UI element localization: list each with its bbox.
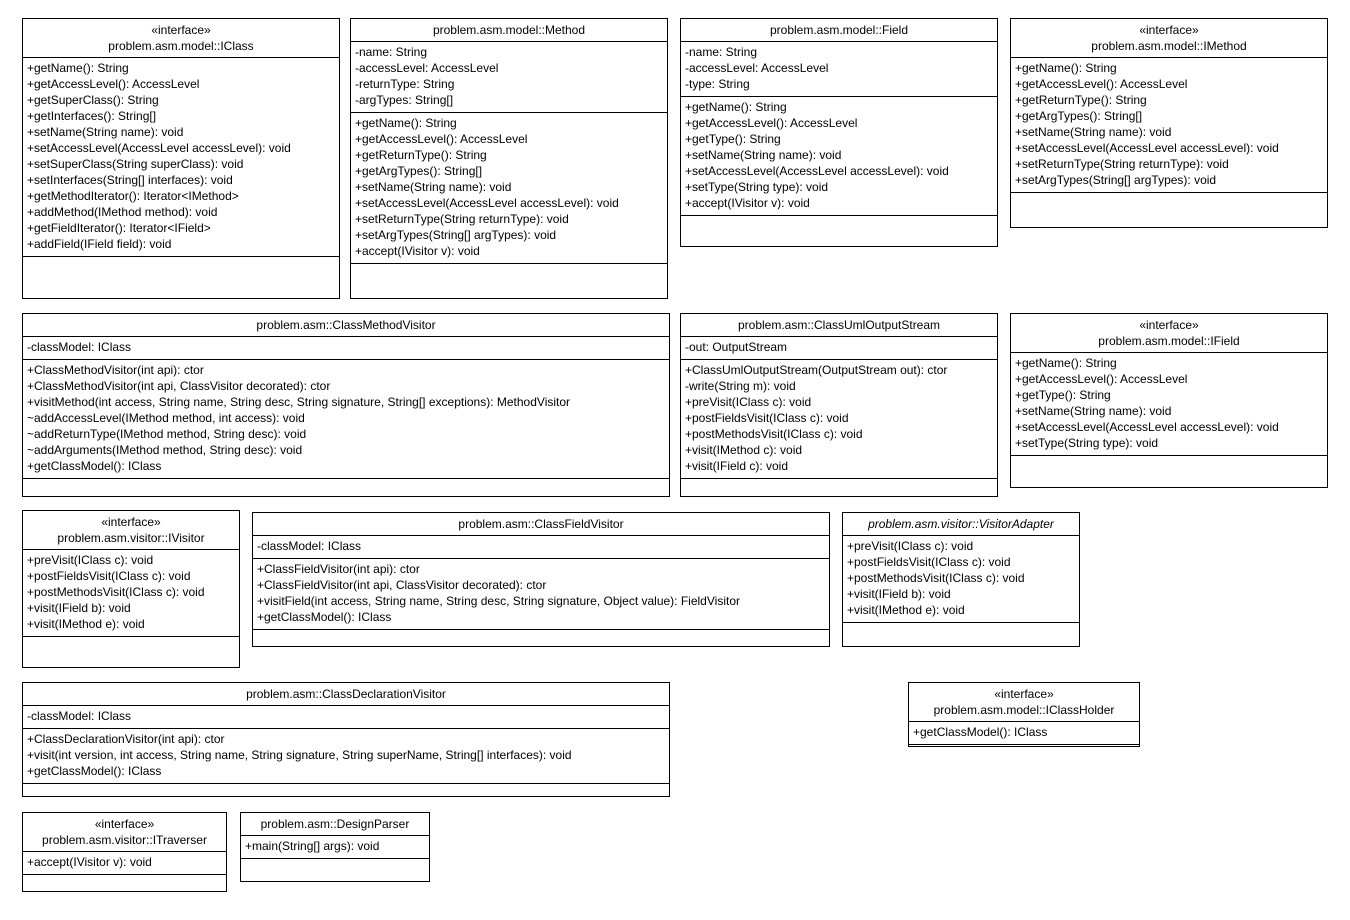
class-title-compartment [23,813,226,851]
methods-compartment [23,549,239,636]
attributes-compartment [681,336,997,359]
method-entry: +getFieldIterator(): Iterator<IField> [27,221,211,235]
method-entry: +setArgTypes(String[] argTypes): void [1015,173,1217,187]
empty-compartment [1011,192,1327,227]
method-entry: +setArgTypes(String[] argTypes): void [355,228,557,242]
class-title-compartment [241,813,429,835]
empty-compartment [681,215,997,246]
method-entry: +ClassMethodVisitor(int api): ctor [27,363,204,377]
attribute-entry: -name: String [685,45,758,59]
method-entry: +getMethodIterator(): Iterator<IMethod> [27,189,239,203]
attributes-compartment [23,705,669,728]
method-entry: +ClassFieldVisitor(int api, ClassVisitor decorated): ctor [257,578,547,592]
uml-class-classdeclarationvisitor [22,682,670,797]
class-name: problem.asm.model::Method [432,23,586,37]
methods-compartment [253,558,829,629]
method-entry: +setInterfaces(String[] interfaces): void [27,173,233,187]
uml-class-iclass [22,18,340,299]
method-entry: +preVisit(IClass c): void [27,553,154,567]
attribute-entry: -name: String [355,45,428,59]
method-entry: +addMethod(IMethod method): void [27,205,218,219]
class-title-compartment [681,314,997,336]
methods-compartment [23,359,669,478]
attributes-compartment [681,41,997,96]
empty-compartment [23,874,226,891]
empty-compartment [681,478,997,496]
method-entry: +setAccessLevel(AccessLevel accessLevel): void [1015,420,1279,434]
empty-compartment [23,478,669,496]
attribute-entry: -classModel: IClass [27,340,132,354]
class-name: problem.asm.model::Field [769,23,909,37]
empty-compartment [843,622,1079,646]
empty-compartment [23,783,669,796]
empty-compartment [253,629,829,646]
method-entry: ~addAccessLevel(IMethod method, int access): void [27,411,305,425]
empty-compartment [351,263,667,298]
methods-compartment [23,57,339,256]
uml-class-ivisitor [22,510,240,668]
class-title-compartment [253,513,829,535]
method-entry: +getSuperClass(): String [27,93,159,107]
method-entry: +visitField(int access, String name, String desc, String signature, Object value): FieldVisitor [257,594,740,608]
class-name: problem.asm.model::IField [1098,334,1240,348]
empty-compartment [241,858,429,881]
stereotype-label: «interface» [101,515,161,529]
method-entry: +setName(String name): void [685,148,842,162]
uml-class-iclassholder [908,682,1140,747]
methods-compartment [909,721,1139,744]
class-title-compartment [23,314,669,336]
method-entry: +accept(IVisitor v): void [27,855,152,869]
method-entry: +accept(IVisitor v): void [355,244,480,258]
method-entry: +addField(IField field): void [27,237,172,251]
methods-compartment [1011,352,1327,455]
class-name: problem.asm.model::IClass [108,39,254,53]
methods-compartment [681,359,997,478]
empty-compartment [1011,455,1327,487]
method-entry: +setAccessLevel(AccessLevel accessLevel): void [27,141,291,155]
uml-class-classmethodvisitor [22,313,670,497]
stereotype-label: «interface» [994,687,1054,701]
attributes-compartment [351,41,667,112]
method-entry: +ClassUmlOutputStream(OutputStream out): ctor [685,363,948,377]
class-title-compartment [23,19,339,57]
method-entry: +getName(): String [1015,356,1117,370]
method-entry: +setSuperClass(String superClass): void [27,157,244,171]
methods-compartment [241,835,429,858]
method-entry: +getAccessLevel(): AccessLevel [1015,77,1188,91]
method-entry: +getArgTypes(): String[] [355,164,483,178]
method-entry: +visit(IField b): void [27,601,131,615]
methods-compartment [1011,57,1327,192]
method-entry: +ClassDeclarationVisitor(int api): ctor [27,732,225,746]
method-entry: +postFieldsVisit(IClass c): void [27,569,191,583]
class-name: problem.asm.visitor::ITraverser [42,833,207,847]
method-entry: +visit(IMethod e): void [27,617,145,631]
method-entry: +visit(IField b): void [847,587,951,601]
empty-compartment [909,744,1139,746]
method-entry: +postMethodsVisit(IClass c): void [847,571,1025,585]
method-entry: +getClassModel(): IClass [27,459,162,473]
method-entry: +setType(String type): void [1015,436,1159,450]
class-title-compartment [351,19,667,41]
class-title-compartment [23,511,239,549]
attribute-entry: -accessLevel: AccessLevel [685,61,829,75]
method-entry: +getAccessLevel(): AccessLevel [355,132,528,146]
method-entry: +postFieldsVisit(IClass c): void [685,411,849,425]
class-title-compartment [681,19,997,41]
method-entry: +postFieldsVisit(IClass c): void [847,555,1011,569]
class-title-compartment [1011,19,1327,57]
stereotype-label: «interface» [94,817,155,831]
method-entry: -write(String m): void [685,379,796,393]
uml-class-visitoradapter [842,512,1080,647]
class-name: problem.asm.visitor::IVisitor [57,531,205,545]
method-entry: +setAccessLevel(AccessLevel accessLevel): void [355,196,619,210]
attributes-compartment [23,336,669,359]
stereotype-label: «interface» [1139,23,1199,37]
methods-compartment [351,112,667,263]
method-entry: +setName(String name): void [1015,125,1172,139]
methods-compartment [843,535,1079,622]
stereotype-label: «interface» [1139,318,1199,332]
method-entry: +postMethodsVisit(IClass c): void [27,585,205,599]
method-entry: +getReturnType(): String [1015,93,1147,107]
method-entry: ~addReturnType(IMethod method, String desc): void [27,427,307,441]
method-entry: +setName(String name): void [1015,404,1172,418]
class-name: problem.asm.model::IMethod [1091,39,1247,53]
method-entry: +getName(): String [355,116,457,130]
attribute-entry: -returnType: String [355,77,455,91]
method-entry: +setReturnType(String returnType): void [355,212,569,226]
attribute-entry: -type: String [685,77,750,91]
method-entry: +visitMethod(int access, String name, String desc, String signature, String[] exceptions): MethodVisitor [27,395,571,409]
method-entry: +visit(IField c): void [685,459,789,473]
method-entry: +setName(String name): void [27,125,184,139]
method-entry: +getType(): String [1015,388,1111,402]
uml-class-designparser [240,812,430,882]
uml-class-imethod [1010,18,1328,228]
empty-compartment [23,636,239,667]
class-name: problem.asm::ClassUmlOutputStream [737,318,941,332]
method-entry: +getAccessLevel(): AccessLevel [685,116,858,130]
method-entry: +setReturnType(String returnType): void [1015,157,1229,171]
attribute-entry: -classModel: IClass [257,539,362,553]
method-entry: +ClassFieldVisitor(int api): ctor [257,562,420,576]
class-name: problem.asm::ClassMethodVisitor [256,318,436,332]
method-entry: +getClassModel(): IClass [913,725,1048,739]
stereotype-label: «interface» [151,23,211,37]
class-title-compartment [1011,314,1327,352]
method-entry: +setName(String name): void [355,180,512,194]
method-entry: +setType(String type): void [685,180,829,194]
method-entry: +getType(): String [685,132,781,146]
class-title-compartment [843,513,1079,535]
method-entry: +getAccessLevel(): AccessLevel [27,77,200,91]
class-name: problem.asm::DesignParser [260,817,410,831]
uml-class-classfieldvisitor [252,512,830,647]
uml-class-classumloutputstream [680,313,998,497]
method-entry: +visit(IMethod c): void [685,443,803,457]
method-entry: +getName(): String [27,61,129,75]
method-entry: +getAccessLevel(): AccessLevel [1015,372,1188,386]
method-entry: +ClassMethodVisitor(int api, ClassVisitor decorated): ctor [27,379,331,393]
method-entry: +main(String[] args): void [245,839,380,853]
method-entry: +accept(IVisitor v): void [685,196,810,210]
method-entry: +postMethodsVisit(IClass c): void [685,427,863,441]
class-title-compartment [23,683,669,705]
method-entry: +getArgTypes(): String[] [1015,109,1143,123]
method-entry: +visit(int version, int access, String name, String signature, String superName, String[] interfaces): void [27,748,572,762]
method-entry: +setAccessLevel(AccessLevel accessLevel): void [685,164,949,178]
uml-class-itraverser [22,812,227,892]
methods-compartment [681,96,997,215]
class-name: problem.asm::ClassDeclarationVisitor [246,687,446,701]
method-entry: ~addArguments(IMethod method, String desc): void [27,443,303,457]
attribute-entry: -accessLevel: AccessLevel [355,61,499,75]
method-entry: +visit(IMethod e): void [847,603,965,617]
method-entry: +getInterfaces(): String[] [27,109,157,123]
class-title-compartment [909,683,1139,721]
empty-compartment [23,256,339,298]
uml-class-field [680,18,998,247]
method-entry: +getName(): String [685,100,787,114]
attribute-entry: -argTypes: String[] [355,93,454,107]
attribute-entry: -classModel: IClass [27,709,132,723]
class-name: problem.asm.model::IClassHolder [933,703,1115,717]
method-entry: +getClassModel(): IClass [257,610,392,624]
uml-class-ifield [1010,313,1328,488]
method-entry: +preVisit(IClass c): void [685,395,812,409]
class-name: problem.asm::ClassFieldVisitor [458,517,624,531]
method-entry: +getClassModel(): IClass [27,764,162,778]
method-entry: +getReturnType(): String [355,148,487,162]
method-entry: +preVisit(IClass c): void [847,539,974,553]
class-name: problem.asm.visitor::VisitorAdapter [868,517,1054,531]
attributes-compartment [253,535,829,558]
attribute-entry: -out: OutputStream [685,340,788,354]
uml-class-method [350,18,668,299]
methods-compartment [23,851,226,874]
method-entry: +setAccessLevel(AccessLevel accessLevel): void [1015,141,1279,155]
methods-compartment [23,728,669,783]
method-entry: +getName(): String [1015,61,1117,75]
